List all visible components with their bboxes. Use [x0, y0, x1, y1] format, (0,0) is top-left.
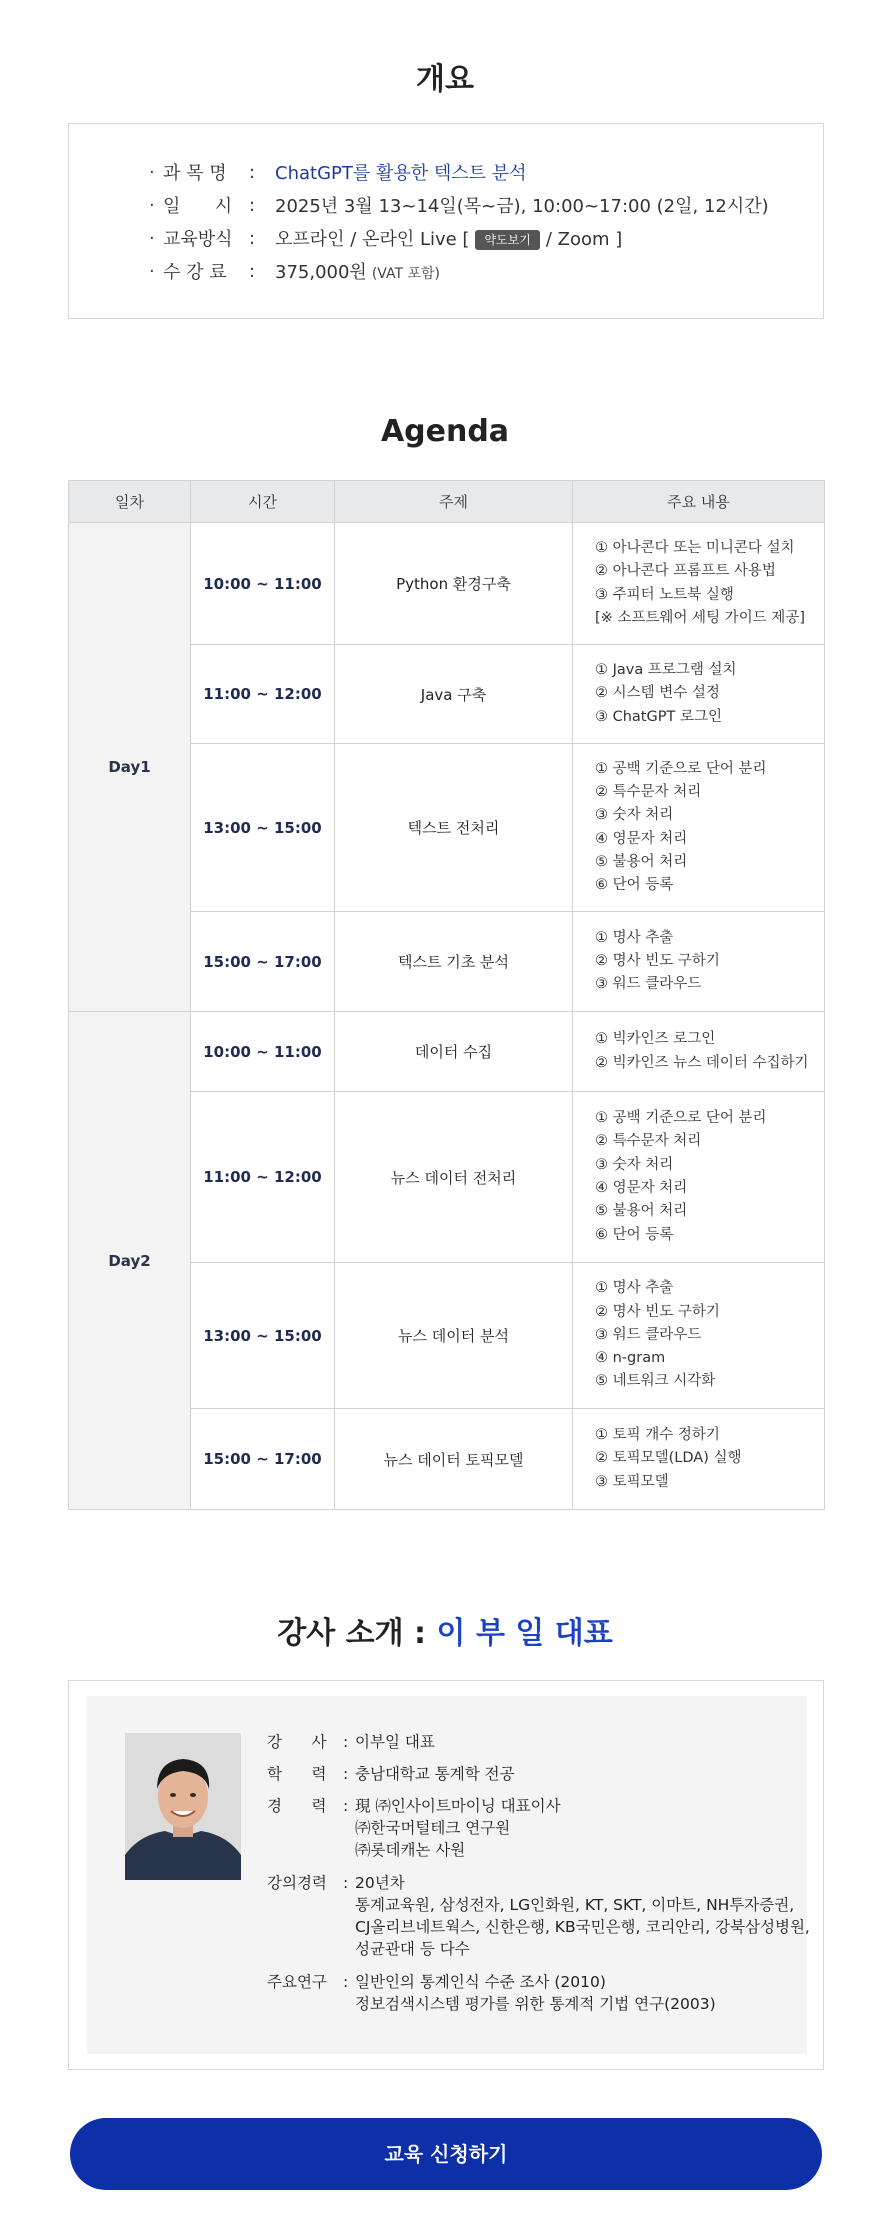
list-item: ① 명사 추출: [595, 1280, 674, 1297]
content-cell: [573, 912, 825, 1012]
instructor-row-education: [267, 1763, 515, 1785]
content-cell: [573, 523, 825, 645]
time-cell: 13:00 ~ 15:00: [191, 1263, 335, 1409]
topic-cell: 뉴스 데이터 분석: [335, 1263, 573, 1409]
list-item: ⑤ 네트워크 시각화: [595, 1373, 716, 1390]
list-item: ③ 워드 클라우드: [595, 1326, 702, 1343]
schedule-row: [149, 190, 769, 220]
list-item: ③ ChatGPT 로그인: [595, 708, 722, 725]
list-item: ① 공백 기준으로 단어 분리: [595, 1110, 767, 1127]
method-text: 오프라인 / 온라인 Live [: [275, 229, 470, 250]
fee-label: 수 강 료: [163, 262, 227, 283]
time-cell: 10:00 ~ 11:00: [191, 523, 335, 645]
instructor-key: 경 력: [267, 1797, 327, 1815]
list-item: ③ 주피터 노트북 실행: [595, 586, 734, 603]
instructor-panel: [87, 1696, 810, 2054]
instructor-line: 現 ㈜인사이트마이닝 대표이사: [355, 1797, 561, 1815]
course-name-value: ChatGPT를 활용한 텍스트 분석: [275, 163, 527, 184]
map-view-button[interactable]: 약도보기: [475, 230, 539, 250]
list-item: ① 공백 기준으로 단어 분리: [595, 760, 767, 777]
instructor-value: [355, 1795, 561, 1861]
topic-cell: 뉴스 데이터 전처리: [335, 1092, 573, 1263]
apply-button[interactable]: 교육 신청하기: [70, 2118, 822, 2190]
bullet: ·: [149, 161, 155, 183]
instructor-line: CJ올리브네트웍스, 신한은행, KB국민은행, 코리안리, 강북삼성병원,: [355, 1918, 810, 1936]
instructor-value: [355, 1872, 810, 1960]
list-item: ④ 영문자 처리: [595, 1180, 688, 1196]
fee-value: [275, 258, 440, 284]
list-item: ② 토픽모델(LDA) 실행: [595, 1450, 742, 1467]
list-item: ② 빅카인즈 뉴스 데이터 수집하기: [595, 1054, 809, 1071]
colon: :: [343, 1733, 349, 1751]
list-item: ③ 숫자 처리: [595, 1156, 674, 1173]
list-item: ④ 영문자 처리: [595, 830, 688, 847]
instructor-line: ㈜한국머털테크 연구원: [355, 1819, 511, 1837]
agenda-table: [68, 480, 825, 1510]
course-name-label: 과 목 명: [163, 163, 227, 184]
instructor-value: [355, 1731, 435, 1753]
instructor-row-name: [267, 1731, 435, 1753]
instructor-row-teaching: [267, 1872, 810, 1960]
time-cell: 10:00 ~ 11:00: [191, 1012, 335, 1092]
list-item: ⑤ 불용어 처리: [595, 853, 688, 870]
topic-cell: Java 구축: [335, 645, 573, 744]
topic-cell: 데이터 수집: [335, 1012, 573, 1092]
list-item: ① 아나콘다 또는 미니콘다 설치: [595, 539, 795, 556]
header-day: 일차: [69, 481, 191, 523]
agenda-header-row: [69, 481, 825, 523]
fee-note: (VAT 포함): [371, 266, 440, 282]
instructor-value: [355, 1763, 515, 1785]
bullet: ·: [149, 227, 155, 249]
schedule-value: 2025년 3월 13~14일(목~금), 10:00~17:00 (2일, 12시간): [275, 196, 769, 217]
list-item: ⑥ 단어 등록: [595, 877, 674, 894]
list-item: ② 특수문자 처리: [595, 783, 702, 800]
instructor-line: 일반인의 통계인식 수준 조사 (2010): [355, 1973, 606, 1991]
instructor-key: 강의경력: [267, 1874, 327, 1892]
bullet: ·: [149, 194, 155, 216]
instructor-line: 충남대학교 통계학 전공: [355, 1765, 515, 1783]
colon: :: [249, 227, 256, 249]
header-time: 시간: [191, 481, 335, 523]
fee-row: [149, 256, 440, 286]
list-item: ① Java 프로그램 설치: [595, 662, 737, 679]
instructor-line: ㈜롯데캐논 사원: [355, 1841, 466, 1859]
list-item: ② 명사 빈도 구하기: [595, 952, 720, 969]
time-cell: 11:00 ~ 12:00: [191, 645, 335, 744]
topic-cell: 뉴스 데이터 토픽모델: [335, 1409, 573, 1510]
list-item: [※ 소프트웨어 세팅 가이드 제공]: [595, 609, 805, 626]
method-value: [275, 225, 622, 251]
header-topic: 주제: [335, 481, 573, 523]
colon: :: [343, 1797, 349, 1815]
instructor-line: 통계교육원, 삼성전자, LG인화원, KT, SKT, 이마트, NH투자증권,: [355, 1896, 795, 1914]
fee-amount: 375,000원: [275, 262, 367, 283]
list-item: ① 토픽 개수 정하기: [595, 1427, 720, 1444]
colon: :: [249, 194, 256, 216]
colon: :: [249, 260, 256, 282]
table-row: [69, 523, 825, 645]
instructor-title: [0, 1608, 890, 1652]
time-cell: 11:00 ~ 12:00: [191, 1092, 335, 1263]
topic-cell: 텍스트 전처리: [335, 744, 573, 912]
instructor-box: [68, 1680, 824, 2070]
agenda-title: Agenda: [380, 414, 510, 449]
method-row: [149, 223, 622, 253]
instructor-title-prefix: 강사 소개 :: [277, 1616, 427, 1651]
list-item: ① 명사 추출: [595, 929, 674, 946]
bullet: ·: [149, 260, 155, 282]
course-name-row: [149, 157, 527, 187]
topic-cell: 텍스트 기초 분석: [335, 912, 573, 1012]
instructor-line: 정보검색시스템 평가를 위한 통계적 기법 연구(2003): [355, 1995, 716, 2013]
list-item: ② 명사 빈도 구하기: [595, 1303, 720, 1320]
list-item: ⑤ 불용어 처리: [595, 1203, 688, 1220]
list-item: ④ n-gram: [595, 1350, 666, 1367]
colon: :: [343, 1973, 349, 1991]
overview-title: 개요: [416, 62, 474, 97]
instructor-photo: [125, 1733, 241, 1880]
instructor-row-research: [267, 1971, 716, 2015]
overview-box: [68, 123, 824, 319]
instructor-name-highlight: 이 부 일 대표: [436, 1616, 613, 1651]
content-cell: [573, 1092, 825, 1263]
header-content: 주요 내용: [573, 481, 825, 523]
list-item: ② 아나콘다 프롬프트 사용법: [595, 563, 776, 580]
instructor-line: 성균관대 등 다수: [355, 1940, 470, 1958]
topic-cell: Python 환경구축: [335, 523, 573, 645]
instructor-line: 20년차: [355, 1874, 405, 1892]
content-cell: [573, 744, 825, 912]
content-cell: [573, 1263, 825, 1409]
list-item: ③ 토픽모델: [595, 1473, 669, 1490]
instructor-value: [355, 1971, 716, 2015]
method-text-suffix: / Zoom ]: [545, 229, 623, 250]
day-cell: Day1: [69, 523, 191, 1012]
method-label: 교육방식: [163, 229, 233, 250]
content-cell: [573, 1409, 825, 1510]
list-item: ② 시스템 변수 설정: [595, 685, 720, 702]
content-cell: [573, 645, 825, 744]
list-item: ② 특수문자 처리: [595, 1133, 702, 1150]
time-cell: 15:00 ~ 17:00: [191, 912, 335, 1012]
content-cell: [573, 1012, 825, 1092]
list-item: ⑥ 단어 등록: [595, 1226, 674, 1243]
list-item: ③ 숫자 처리: [595, 807, 674, 824]
day-cell: Day2: [69, 1012, 191, 1510]
table-row: [69, 1012, 825, 1092]
instructor-key: 주요연구: [267, 1973, 327, 1991]
colon: :: [249, 161, 256, 183]
schedule-label: 일 시: [163, 196, 233, 217]
instructor-line: 이부일 대표: [355, 1733, 435, 1751]
instructor-row-career: [267, 1795, 561, 1861]
list-item: ① 빅카인즈 로그인: [595, 1031, 716, 1048]
colon: :: [343, 1874, 349, 1892]
instructor-key: 강 사: [267, 1733, 327, 1751]
time-cell: 13:00 ~ 15:00: [191, 744, 335, 912]
colon: :: [343, 1765, 349, 1783]
instructor-key: 학 력: [267, 1765, 327, 1783]
time-cell: 15:00 ~ 17:00: [191, 1409, 335, 1510]
list-item: ③ 워드 클라우드: [595, 976, 702, 993]
